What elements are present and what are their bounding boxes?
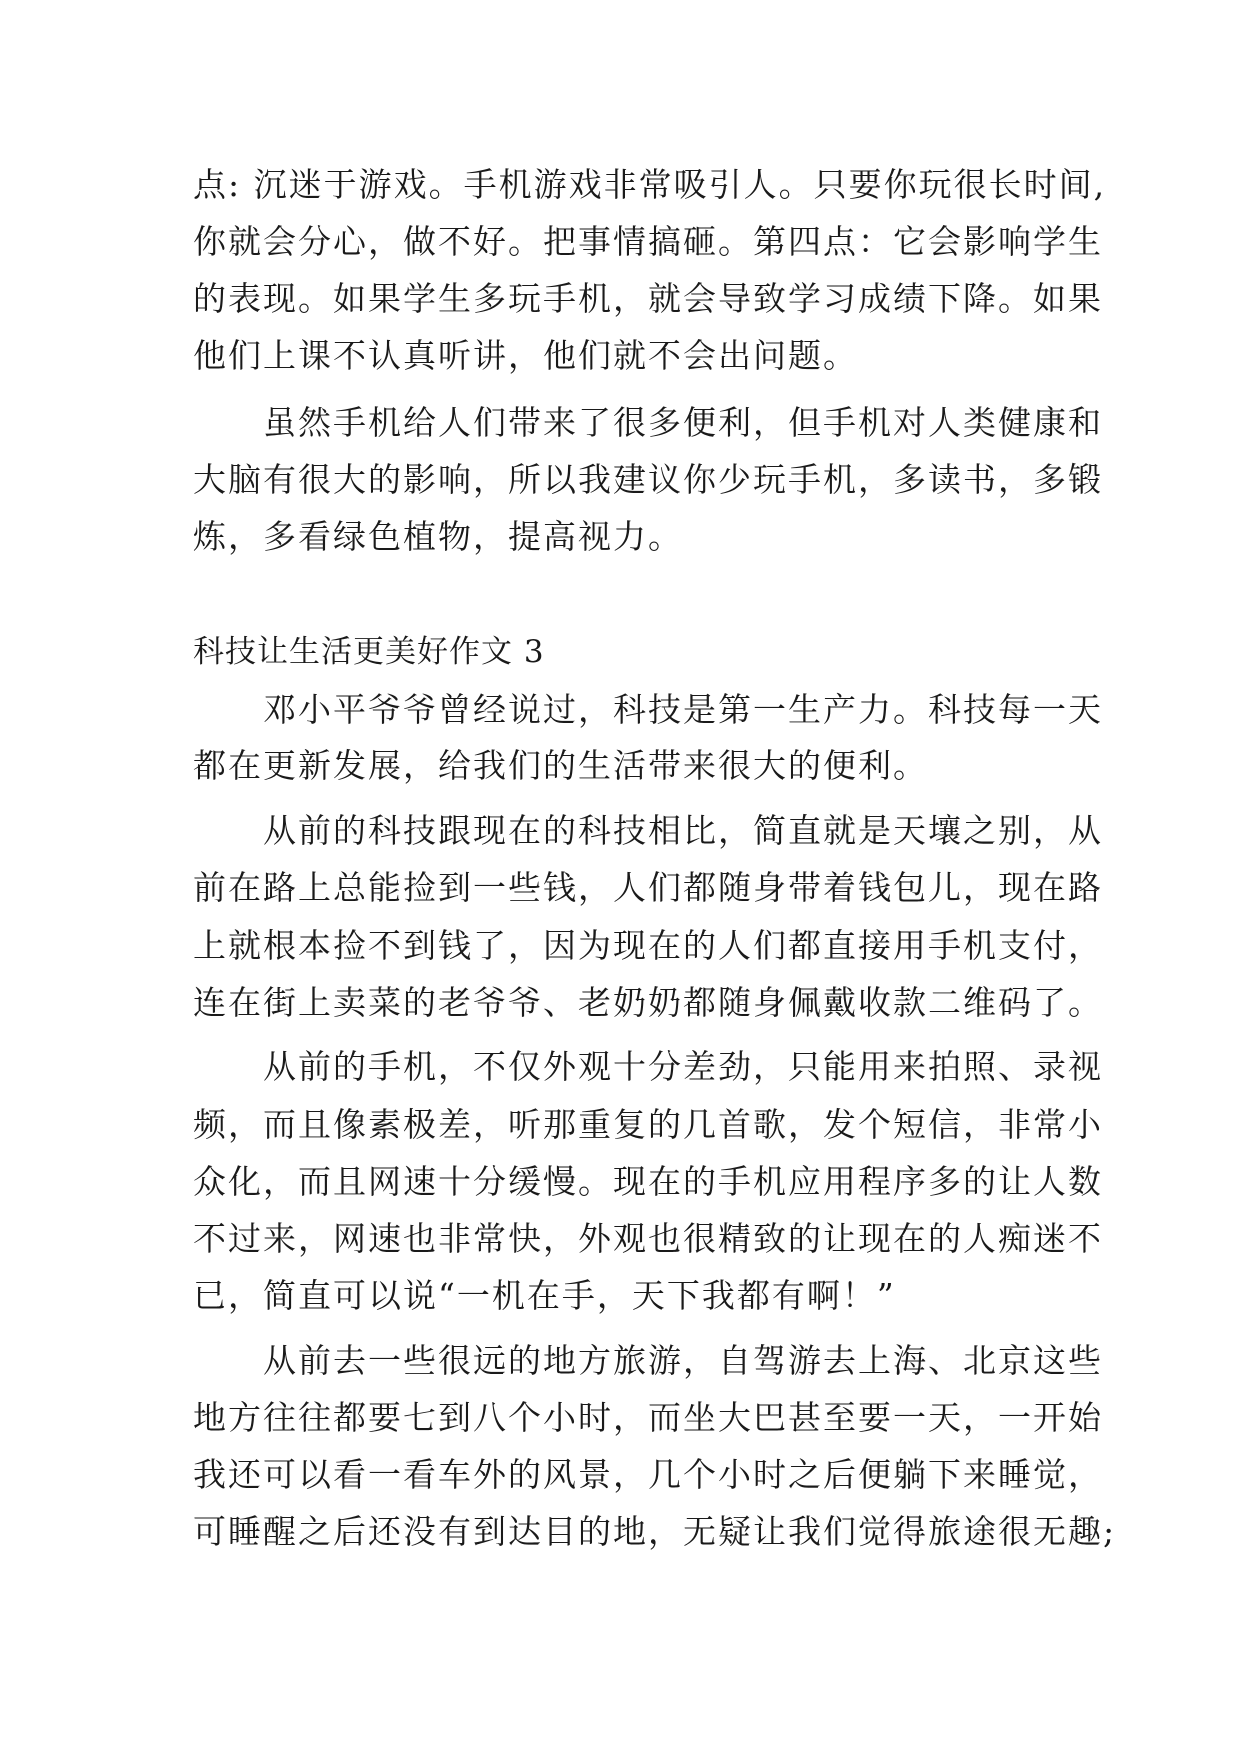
body-text-line: 点: 沉迷于游戏。手机游戏非常吸引人。只要你玩很长时间, [193, 165, 1107, 204]
body-text-line: 频，而且像素极差，听那重复的几首歌，发个短信，非常小 [193, 1105, 1103, 1144]
body-text-line: 炼，多看绿色植物，提高视力。 [193, 517, 683, 556]
body-text-line: 已，简直可以说“一机在手，天下我都有啊！” [193, 1276, 896, 1315]
body-text-line: 连在街上卖菜的老爷爷、老奶奶都随身佩戴收款二维码了。 [193, 983, 1103, 1022]
body-text-line: 他们上课不认真听讲，他们就不会出问题。 [193, 336, 858, 375]
body-text-line: 的表现。如果学生多玩手机，就会导致学习成绩下降。如果 [193, 279, 1103, 318]
body-text-line: 可睡醒之后还没有到达目的地，无疑让我们觉得旅途很无趣; [193, 1512, 1117, 1551]
body-text-line: 从前的手机，不仅外观十分差劲，只能用来拍照、录视 [193, 1047, 1103, 1086]
body-text-line: 不过来，网速也非常快，外观也很精致的让现在的人痴迷不 [193, 1219, 1103, 1258]
body-text-line: 上就根本捡不到钱了，因为现在的人们都直接用手机支付， [193, 926, 1103, 965]
body-text-line: 大脑有很大的影响，所以我建议你少玩手机，多读书，多锻 [193, 460, 1103, 499]
body-text-line: 你就会分心，做不好。把事情搞砸。第四点：它会影响学生 [193, 222, 1103, 261]
body-text-line: 地方往往都要七到八个小时，而坐大巴甚至要一天，一开始 [193, 1398, 1103, 1437]
body-text-line: 都在更新发展，给我们的生活带来很大的便利。 [193, 746, 928, 785]
body-text-line: 我还可以看一看车外的风景，几个小时之后便躺下来睡觉， [193, 1455, 1103, 1494]
body-text-line: 前在路上总能捡到一些钱，人们都随身带着钱包儿，现在路 [193, 868, 1103, 907]
body-text-line: 从前去一些很远的地方旅游，自驾游去上海、北京这些 [193, 1341, 1103, 1380]
section-heading: 科技让生活更美好作文 3 [193, 634, 545, 670]
body-text-line: 邓小平爷爷曾经说过，科技是第一生产力。科技每一天 [193, 690, 1103, 729]
body-text-line: 众化，而且网速十分缓慢。现在的手机应用程序多的让人数 [193, 1162, 1103, 1201]
body-text-line: 虽然手机给人们带来了很多便利，但手机对人类健康和 [193, 403, 1103, 442]
body-text-line: 从前的科技跟现在的科技相比，简直就是天壤之别，从 [193, 811, 1103, 850]
